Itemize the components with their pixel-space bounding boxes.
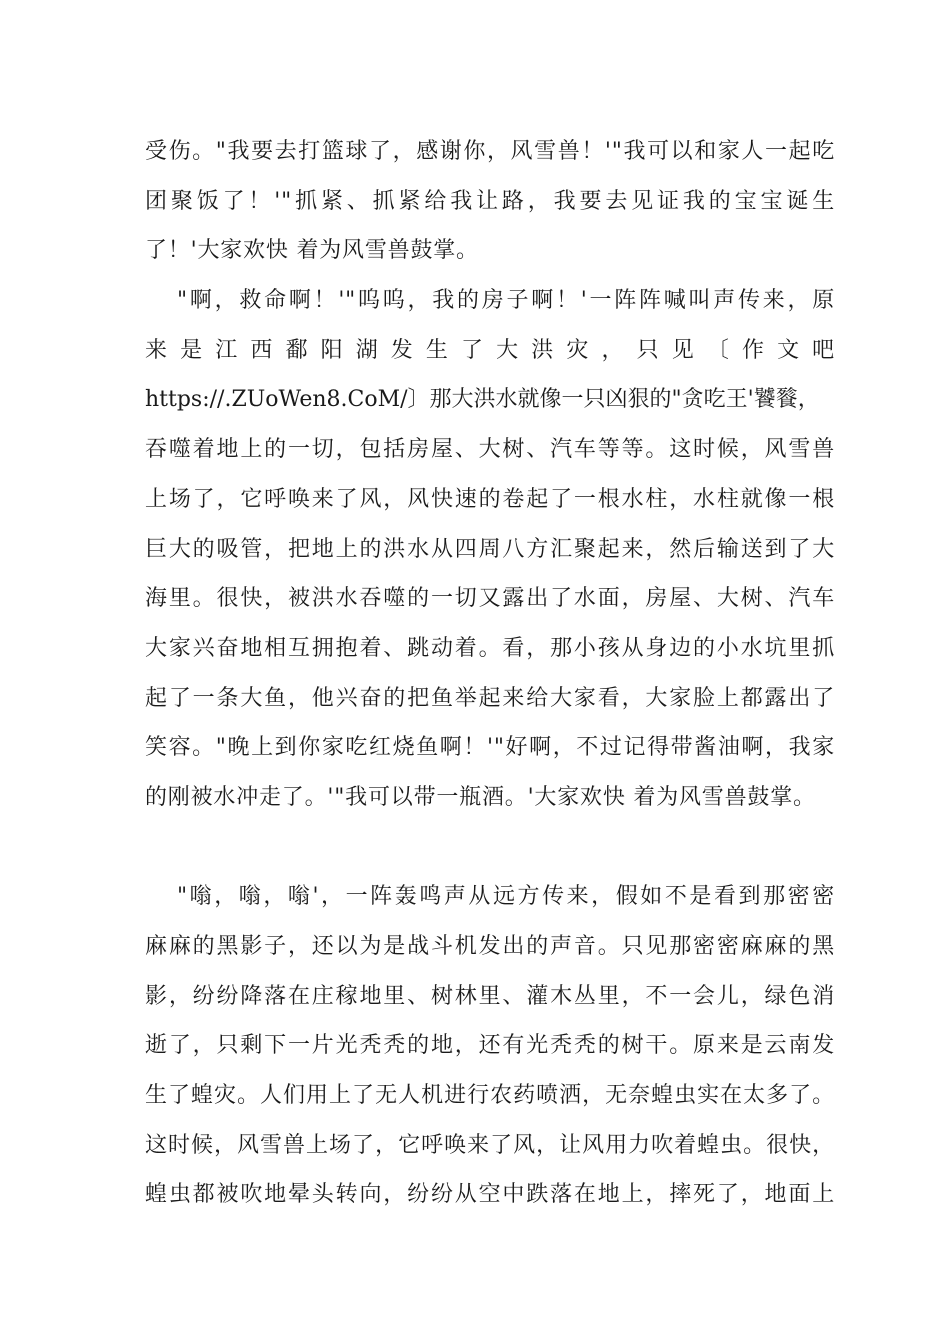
text-line: 逝了，只剩下一片光秃秃的地，还有光秃秃的树干。原来是云南发 bbox=[145, 1033, 835, 1058]
text-line: 蝗虫都被吹地晕头转向，纷纷从空中跌落在地上，摔死了，地面上 bbox=[145, 1182, 835, 1207]
text-line: 生了蝗灾。人们用上了无人机进行农药喷洒，无奈蝗虫实在太多了。 bbox=[145, 1083, 835, 1108]
text-line: 巨大的吸管，把地上的洪水从四周八方汇聚起来，然后输送到了大 bbox=[145, 537, 835, 562]
text-line: 的刚被水冲走了。'"我可以带一瓶酒。'大家欢快 着为风雪兽鼓掌。 bbox=[145, 785, 816, 810]
text-line: 受伤。"我要去打篮球了，感谢你，风雪兽！'"我可以和家人一起吃 bbox=[145, 139, 835, 164]
text-line: 麻麻的黑影子，还以为是战斗机发出的声音。只见那密密麻麻的黑 bbox=[145, 934, 835, 959]
text-line: "啊，救命啊！'"呜呜，我的房子啊！'一阵阵喊叫声传来，原 bbox=[177, 288, 835, 313]
text-line: 大家兴奋地相互拥抱着、跳动着。看，那小孩从身边的小水坑里抓 bbox=[145, 636, 835, 661]
text-line: 上场了，它呼唤来了风，风快速的卷起了一根水柱，水柱就像一根 bbox=[145, 487, 835, 512]
text-line: 团聚饭了！'"抓紧、抓紧给我让路，我要去见证我的宝宝诞生 bbox=[145, 189, 835, 214]
text-line: 起了一条大鱼，他兴奋的把鱼举起来给大家看，大家脸上都露出了 bbox=[145, 686, 835, 711]
text-line: 吞噬着地上的一切，包括房屋、大树、汽车等等。这时候，风雪兽 bbox=[145, 437, 835, 462]
text-line: "嗡，嗡，嗡'，一阵轰鸣声从远方传来，假如不是看到那密密 bbox=[177, 884, 835, 909]
text-line: 影，纷纷降落在庄稼地里、树林里、灌木丛里，不一会儿，绿色消 bbox=[145, 984, 835, 1009]
text-line: https://.ZUoWen8.CoM/〕那大洪水就像一只凶狠的"贪吃王'饕餮， bbox=[145, 387, 820, 412]
text-line: 海里。很快，被洪水吞噬的一切又露出了水面，房屋、大树、汽车 bbox=[145, 586, 835, 611]
text-line: 来是江西鄱阳湖发生了大洪灾，只见〔作文吧 bbox=[145, 338, 835, 363]
text-line: 这时候，风雪兽上场了，它呼唤来了风，让风用力吹着蝗虫。很快， bbox=[145, 1133, 835, 1158]
text-line: 笑容。"晚上到你家吃红烧鱼啊！'"好啊，不过记得带酱油啊，我家 bbox=[145, 735, 835, 760]
text-line: 了！'大家欢快 着为风雪兽鼓掌。 bbox=[145, 238, 479, 263]
